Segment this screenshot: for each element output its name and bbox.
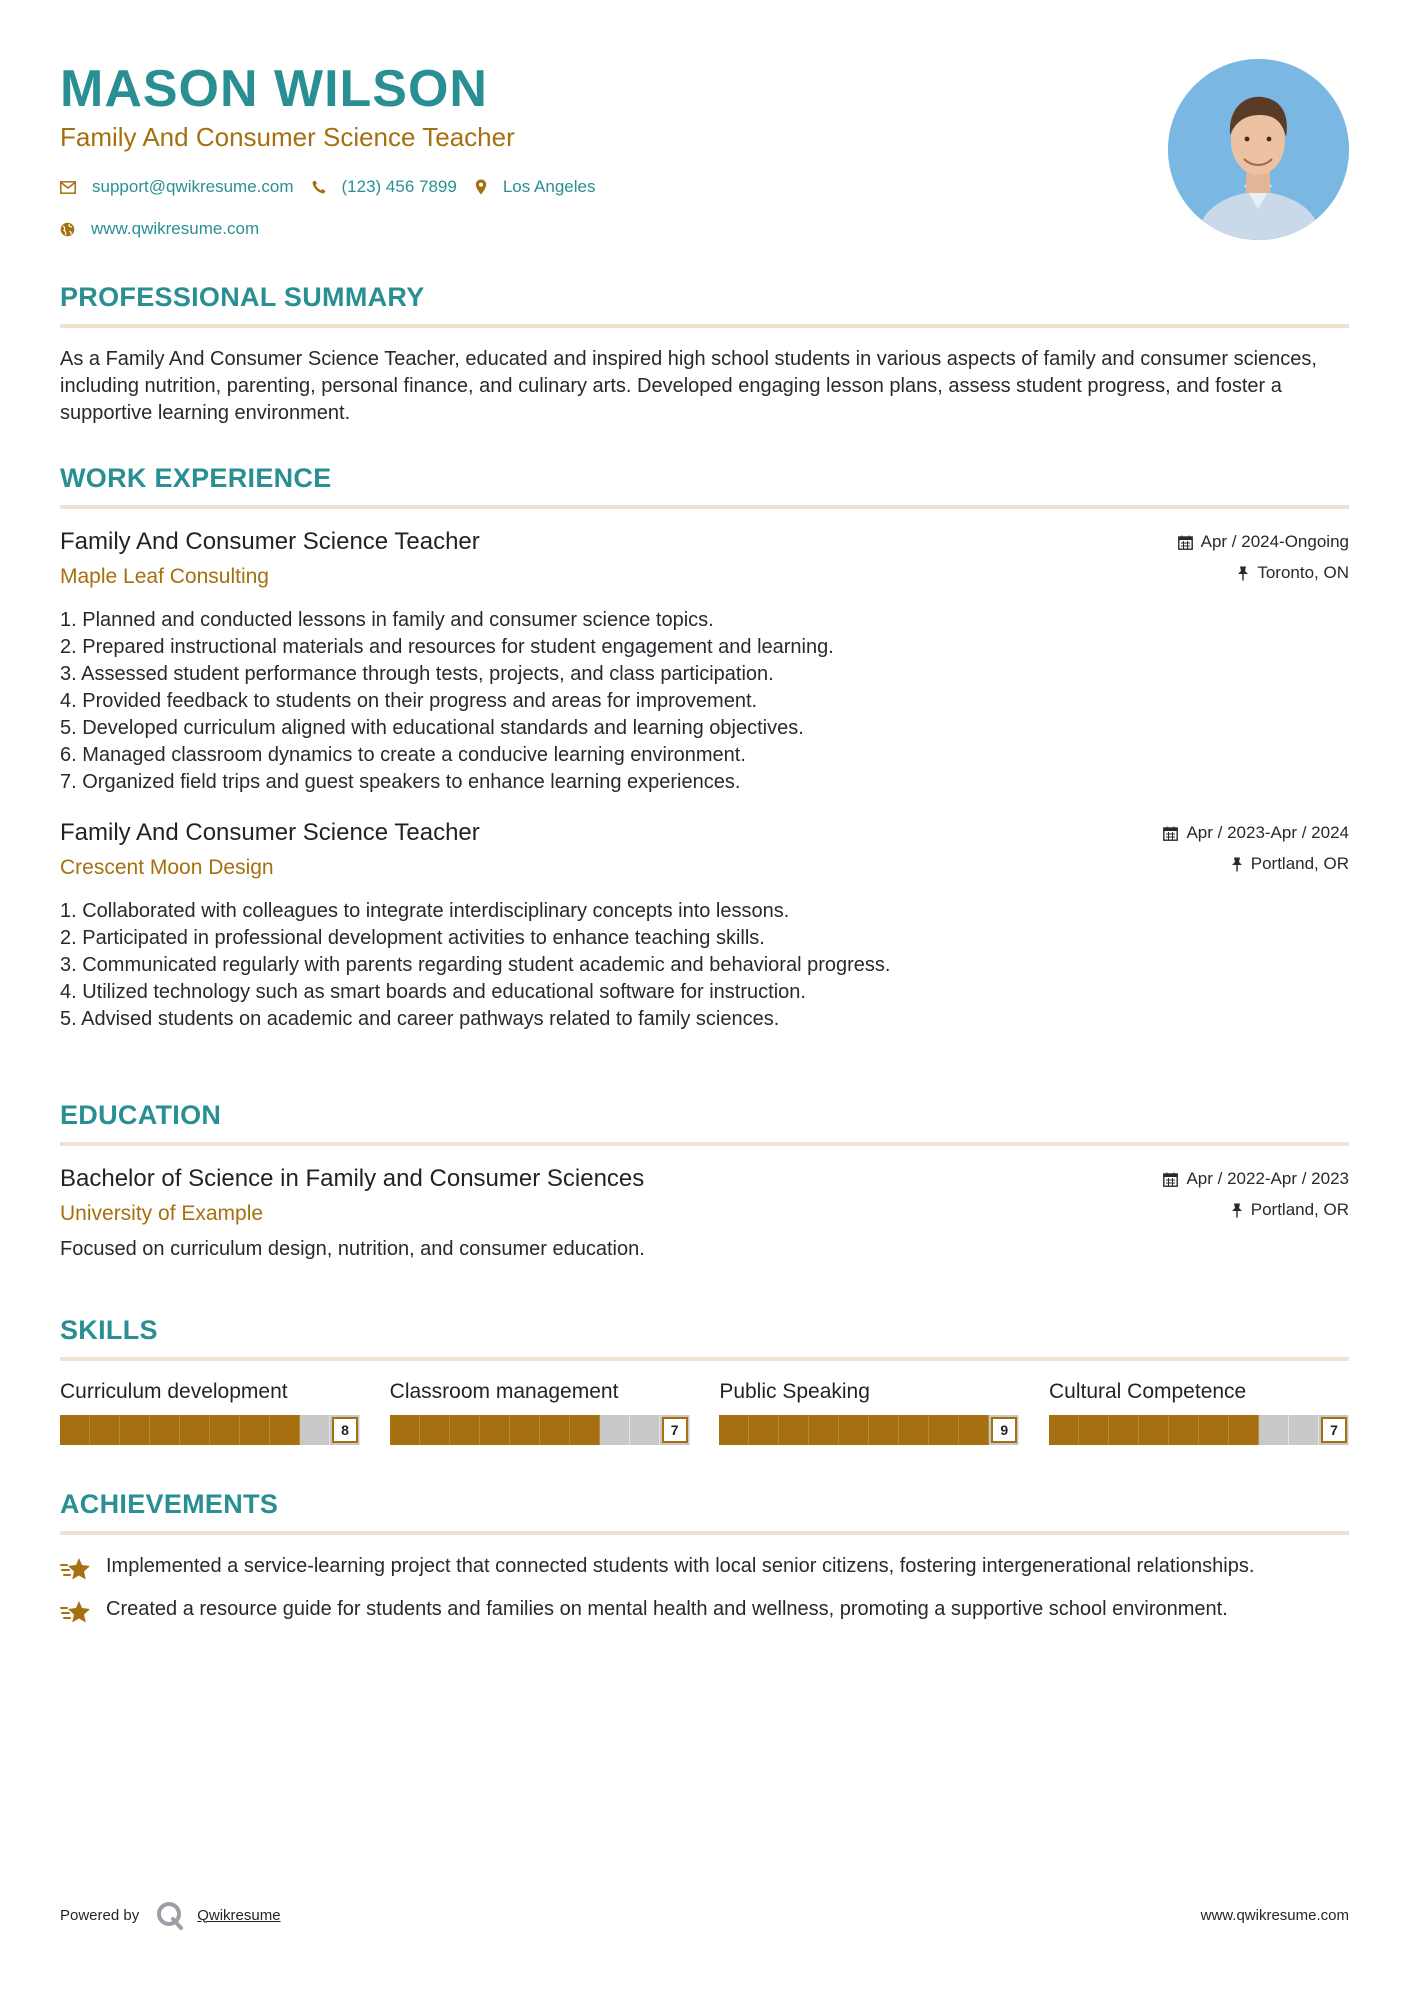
pushpin-icon [1231, 1203, 1243, 1218]
job-location: Portland, OR [1163, 853, 1349, 875]
education-heading: EDUCATION [60, 1100, 222, 1130]
achievement-text: Implemented a service-learning project that connected students with local senior citizens, fostering intergenerational relationships. [106, 1555, 1255, 1577]
list-item: 1. Collaborated with colleagues to integrate interdisciplinary concepts into lessons. [60, 900, 790, 922]
job-header [60, 818, 1349, 890]
job-bullets [60, 898, 1349, 1033]
skill-bar-segment [1259, 1415, 1289, 1445]
qwikresume-logo-icon [155, 1900, 185, 1930]
skill-bar-segment [959, 1415, 989, 1445]
skills-row [60, 1379, 1349, 1445]
list-item: 4. Provided feedback to students on their progress and areas for improvement. [60, 690, 758, 712]
skill-bar-segment [210, 1415, 240, 1445]
skill-level-bar [60, 1415, 360, 1445]
skill-level-number: 7 [662, 1417, 688, 1443]
email-text: support@qwikresume.com [92, 177, 294, 196]
skill-bar-segment [1229, 1415, 1259, 1445]
achievement-text: Created a resource guide for students and families on mental health and wellness, promoting a supportive school environment. [106, 1598, 1228, 1620]
education-meta [1163, 1168, 1349, 1221]
job-company: Crescent Moon Design [60, 856, 274, 879]
list-item: 6. Managed classroom dynamics to create a conducive learning environment. [60, 744, 746, 766]
profile-photo [1168, 59, 1349, 240]
globe-icon [60, 222, 75, 237]
phone-icon [312, 180, 326, 194]
skill-bar-segment [1289, 1415, 1319, 1445]
resume-header [60, 58, 1060, 240]
achievements-list [60, 1553, 1349, 1625]
skill-bar-segment [450, 1415, 480, 1445]
list-item: 5. Advised students on academic and career pathways related to family sciences. [60, 1008, 780, 1030]
calendar-icon [1163, 826, 1178, 841]
skill-bar-segment [510, 1415, 540, 1445]
skill-name: Curriculum development [60, 1380, 288, 1403]
contact-row [60, 176, 1060, 198]
list-item: 3. Assessed student performance through tests, projects, and class participation. [60, 663, 774, 685]
list-item: 2. Prepared instructional materials and resources for student engagement and learning. [60, 636, 834, 658]
skill-bar-segment [600, 1415, 630, 1445]
skill-name: Public Speaking [719, 1380, 870, 1403]
shooting-star-icon [60, 1556, 92, 1582]
location-text: Los Angeles [502, 177, 596, 196]
job-meta [1163, 822, 1349, 875]
skill-bar-segment [839, 1415, 869, 1445]
skill-bar-segment [480, 1415, 510, 1445]
education-header [60, 1164, 1349, 1236]
job-dates: Apr / 2024-Ongoing [1178, 531, 1349, 553]
section-divider [60, 324, 1349, 328]
list-item: 4. Utilized technology such as smart boards and educational software for instruction. [60, 981, 806, 1003]
list-item: 3. Communicated regularly with parents regarding student academic and behavioral progress. [60, 954, 891, 976]
skills-heading: SKILLS [60, 1315, 158, 1345]
website-text: www.qwikresume.com [91, 219, 260, 238]
skill-item [1049, 1379, 1349, 1445]
education-location: Portland, OR [1163, 1199, 1349, 1221]
skill-bar-segment [300, 1415, 330, 1445]
skill-bar-segment [420, 1415, 450, 1445]
list-item: 1. Planned and conducted lessons in family and consumer science topics. [60, 609, 714, 631]
experience-heading: WORK EXPERIENCE [60, 463, 332, 493]
section-divider [60, 505, 1349, 509]
education-entry [60, 1164, 1349, 1263]
experience-section [60, 461, 1349, 1033]
skill-bar-segment [1139, 1415, 1169, 1445]
contact-phone[interactable] [312, 177, 457, 197]
skill-bar-segment [899, 1415, 929, 1445]
skill-bar-segment [929, 1415, 959, 1445]
skill-item [719, 1379, 1019, 1445]
skill-level-number: 8 [332, 1417, 358, 1443]
job-title: Family And Consumer Science Teacher [60, 528, 480, 555]
skill-bar-segment [90, 1415, 120, 1445]
contact-row-2 [60, 218, 1060, 240]
degree-title: Bachelor of Science in Family and Consumer Sciences [60, 1165, 645, 1192]
skill-item [60, 1379, 360, 1445]
skill-bar-segment [1049, 1415, 1079, 1445]
job-title: Family And Consumer Science Teacher [60, 819, 480, 846]
education-dates: Apr / 2022-Apr / 2023 [1163, 1168, 1349, 1190]
skill-bar-segment [809, 1415, 839, 1445]
candidate-name: MASON WILSON [60, 60, 488, 118]
summary-text: As a Family And Consumer Science Teacher, educated and inspired high school students in various aspects of family and consumer sciences, including nutrition, parenting, personal finance, and culinary arts. Developed engaging lesson plans, assess student progress, and foster a supportive learning environment. [60, 348, 1317, 424]
education-description: Focused on curriculum design, nutrition, and consumer education. [60, 1238, 645, 1260]
list-item: 2. Participated in professional development activities to enhance teaching skills. [60, 927, 765, 949]
skill-level-number: 9 [991, 1417, 1017, 1443]
achievements-heading: ACHIEVEMENTS [60, 1489, 279, 1519]
skill-level-bar [719, 1415, 1019, 1445]
job-bullets [60, 607, 1349, 796]
list-item: 7. Organized field trips and guest speakers to enhance learning experiences. [60, 771, 741, 793]
skill-bar-segment [390, 1415, 420, 1445]
shooting-star-icon [60, 1599, 92, 1625]
job-dates: Apr / 2023-Apr / 2024 [1163, 822, 1349, 844]
summary-heading: PROFESSIONAL SUMMARY [60, 282, 425, 312]
skill-bar-segment [240, 1415, 270, 1445]
map-pin-icon [475, 179, 487, 195]
job-meta [1178, 531, 1349, 584]
education-section [60, 1098, 1349, 1263]
calendar-icon [1163, 1172, 1178, 1187]
section-divider [60, 1531, 1349, 1535]
skill-bar-segment [719, 1415, 749, 1445]
skill-bar-segment [570, 1415, 600, 1445]
achievement-item [60, 1596, 1349, 1625]
job-header [60, 527, 1349, 599]
contact-email[interactable] [60, 177, 294, 197]
skill-bar-segment [869, 1415, 899, 1445]
contact-location [475, 177, 596, 197]
job-entry [60, 527, 1349, 796]
skill-bar-segment [1109, 1415, 1139, 1445]
section-divider [60, 1357, 1349, 1361]
skill-level-bar [390, 1415, 690, 1445]
qwikresume-link[interactable]: Qwikresume [197, 1906, 281, 1924]
skill-level-number: 7 [1321, 1417, 1347, 1443]
skill-bar-segment [779, 1415, 809, 1445]
footer-website-link[interactable]: www.qwikresume.com [1200, 1906, 1349, 1924]
skill-bar-segment [60, 1415, 90, 1445]
calendar-icon [1178, 535, 1193, 550]
envelope-icon [60, 181, 76, 194]
candidate-title: Family And Consumer Science Teacher [60, 122, 515, 152]
skill-bar-segment [1079, 1415, 1109, 1445]
section-divider [60, 1142, 1349, 1146]
phone-text: (123) 456 7899 [341, 177, 457, 196]
pushpin-icon [1231, 857, 1243, 872]
list-item: 5. Developed curriculum aligned with educational standards and learning objectives. [60, 717, 804, 739]
person-portrait [1168, 59, 1349, 240]
powered-by-label: Powered by [60, 1906, 140, 1924]
skill-bar-segment [120, 1415, 150, 1445]
job-company: Maple Leaf Consulting [60, 565, 269, 588]
job-location: Toronto, ON [1178, 562, 1349, 584]
skill-bar-segment [1199, 1415, 1229, 1445]
skill-name: Cultural Competence [1048, 1380, 1247, 1403]
skill-bar-segment [1169, 1415, 1199, 1445]
skills-section [60, 1313, 1349, 1445]
skill-bar-segment [150, 1415, 180, 1445]
skill-bar-segment [630, 1415, 660, 1445]
achievements-section [60, 1487, 1349, 1625]
page-footer [60, 1897, 1349, 1933]
skill-level-bar [1049, 1415, 1349, 1445]
achievement-item [60, 1553, 1349, 1582]
skill-bar-segment [540, 1415, 570, 1445]
skill-bar-segment [270, 1415, 300, 1445]
skill-item [390, 1379, 690, 1445]
summary-section [60, 280, 1349, 427]
contact-website[interactable] [60, 219, 259, 239]
school-name: University of Example [60, 1202, 264, 1225]
job-entry [60, 818, 1349, 1033]
skill-name: Classroom management [389, 1380, 619, 1403]
skill-bar-segment [749, 1415, 779, 1445]
skill-bar-segment [180, 1415, 210, 1445]
pushpin-icon [1237, 566, 1249, 581]
